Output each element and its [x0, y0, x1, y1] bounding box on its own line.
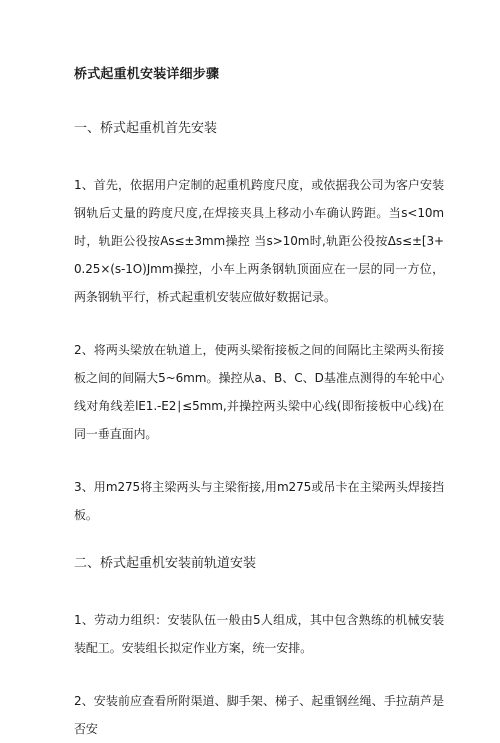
- paragraph: 3、用m275将主梁两头与主梁衔接,用m275或吊卡在主梁两头焊接挡板。: [74, 480, 444, 522]
- section-heading-1: 一、桥式起重机首先安装: [74, 121, 218, 136]
- paragraph: 1、首先，依据用户定制的起重机跨度尺度，或依据我公司为客户安装钢轨后丈量的跨度尺度,在焊接夹具上移动小车确认跨距。当s<10m时，轨距公役按As≤±3mm操控 当s>10m时,轨距公役按Δs≤±[3+0.25×(s-1O)Jmm操控，小车上两条钢轨顶面应在一层的同一方位，两条钢轨平行，桥式起重机安装应做好数据记录。: [74, 178, 444, 304]
- paragraph: 2、安装前应查看所附渠道、脚手架、梯子、起重钢丝绳、手拉葫芦是否安: [74, 694, 444, 736]
- paragraph: 2、将两头梁放在轨道上，使两头梁衔接板之间的间隔比主梁两头衔接板之间的间隔大5~6mm。操控从a、B、C、D基准点测得的车轮中心线对角线差lE1.-E2∣≤5mm,并操控两头梁中心线(即衔接板中心线)在同一垂直面内。: [74, 343, 444, 441]
- section-heading-2: 二、桥式起重机安装前轨道安装: [74, 556, 257, 571]
- paragraph: 1、劳动力组织：安装队伍一般由5人组成，其中包含熟练的机械安装装配工。安装组长拟定作业方案，统一安排。: [74, 613, 444, 655]
- document-title: 桥式起重机安装详细步骤: [74, 67, 220, 82]
